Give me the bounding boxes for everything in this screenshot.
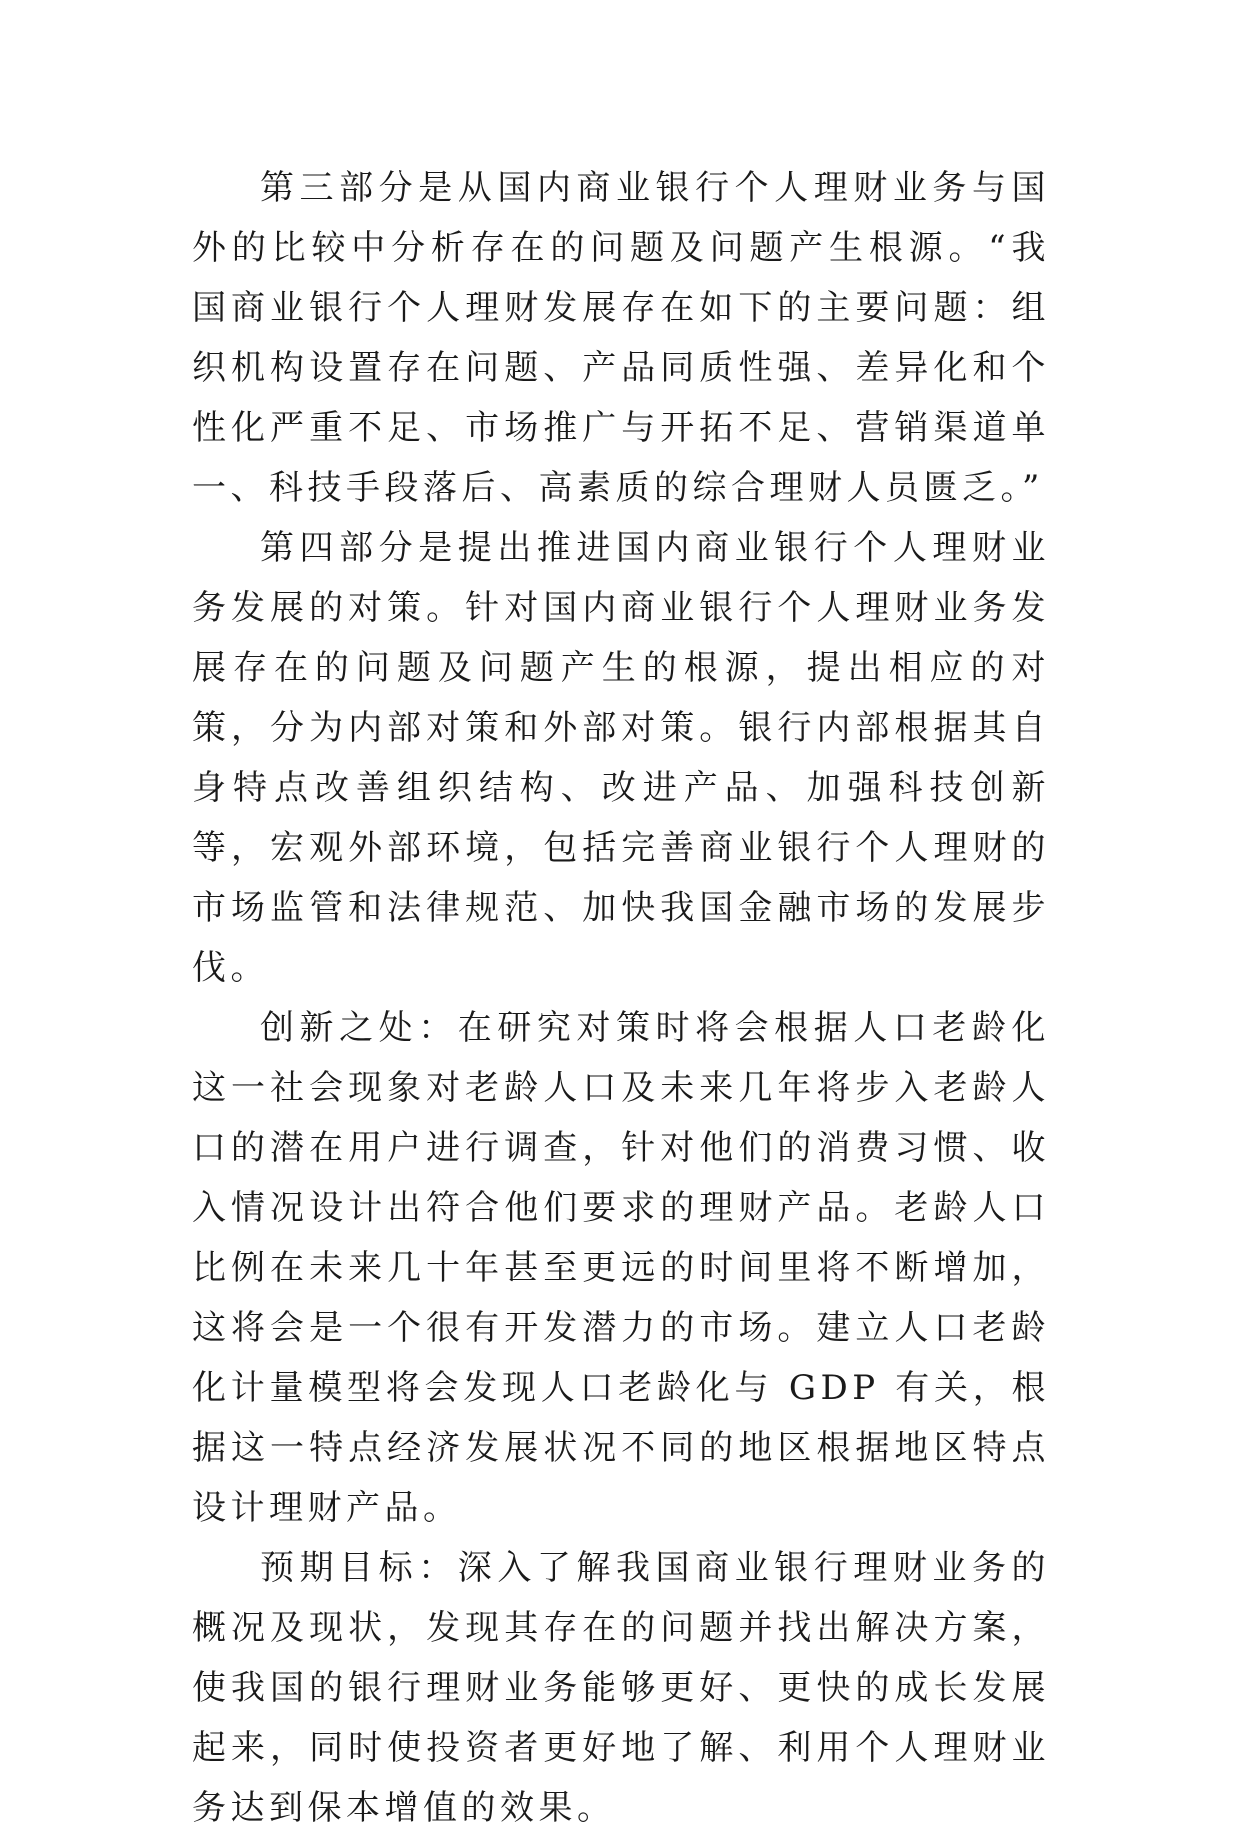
paragraph-part-four: 第四部分是提出推进国内商业银行个人理财业务发展的对策。针对国内商业银行个人理财业务发展存在的问题及问题产生的根源，提出相应的对策，分为内部对策和外部对策。银行内部根据其自身特点改善组织结构、改进产品、加强科技创新等，宏观外部环境，包括完善商业银行个人理财的市场监管和法律规范、加快我国金融市场的发展步伐。 (192, 528, 1050, 988)
paragraph-part-three: 第三部分是从国内商业银行个人理财业务与国外的比较中分析存在的问题及问题产生根源。“我国商业银行个人理财发展存在如下的主要问题：组织机构设置存在问题、产品同质性强、差异化和个性化严重不足、市场推广与开拓不足、营销渠道单一、科技手段落后、高素质的综合理财人员匮乏。” (192, 168, 1050, 508)
paragraph-expected-goals: 预期目标：深入了解我国商业银行理财业务的概况及现状，发现其存在的问题并找出解决方案，使我国的银行理财业务能够更好、更快的成长发展起来，同时使投资者更好地了解、利用个人理财业务达到保本增值的效果。 (192, 1548, 1050, 1828)
document-body (192, 158, 1050, 1838)
paragraph-innovation: 创新之处：在研究对策时将会根据人口老龄化这一社会现象对老龄人口及未来几年将步入老龄人口的潜在用户进行调查，针对他们的消费习惯、收入情况设计出符合他们要求的理财产品。老龄人口比例在未来几十年甚至更远的时间里将不断增加，这将会是一个很有开发潜力的市场。建立人口老龄化计量模型将会发现人口老龄化与 GDP 有关，根据这一特点经济发展状况不同的地区根据地区特点设计理财产品。 (192, 1008, 1050, 1528)
